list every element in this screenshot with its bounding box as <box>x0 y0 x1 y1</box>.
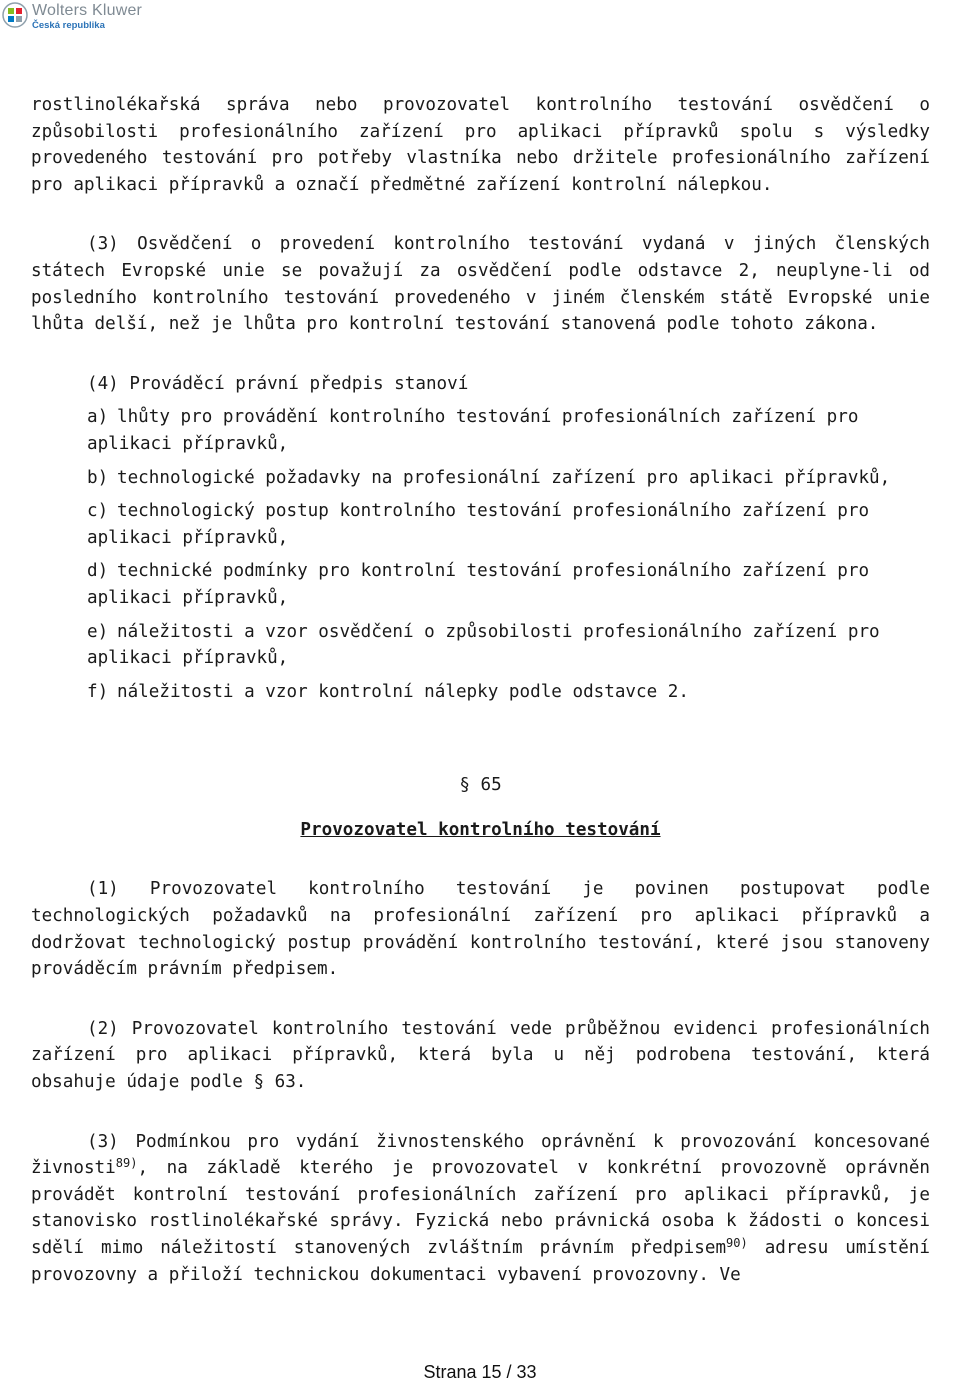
logo <box>2 2 142 31</box>
list-item-continuation: aplikaci přípravků, <box>87 433 289 454</box>
list-item-text: lhůty pro provádění kontrolního testování profesionálních zařízení pro <box>117 407 859 428</box>
list-item-label: a) <box>87 407 109 428</box>
list-item-text: technologický postup kontrolního testování profesionálního zařízení pro <box>117 501 870 522</box>
page-number: Strana 15 / 33 <box>423 1362 537 1382</box>
list-item-label: f) <box>87 681 109 702</box>
logo-subtitle: Česká republika <box>32 20 105 31</box>
list-item-continuation: aplikaci přípravků, <box>87 527 289 548</box>
list-item-text: náležitosti a vzor kontrolní nálepky podle odstavce 2. <box>117 681 689 702</box>
list-item <box>87 465 930 492</box>
paragraph-text: , na základě kterého je provozovatel v konkrétní provozovně oprávněn provádět kontrolní testování profesionálních zařízení pro aplikaci přípravků, je stanovisko rostlinolékařské správy. Fyzická nebo právnická osoba k žádosti o koncesi sdělí mimo náležitostí stanovených zvláštním právním předpisem <box>31 1158 930 1258</box>
section-paragraph-3 <box>31 1129 930 1289</box>
list-item <box>87 498 930 551</box>
provisions-list <box>31 404 930 705</box>
list-item-label: b) <box>87 467 109 488</box>
list-item-label: c) <box>87 501 109 522</box>
list-item-text: technické podmínky pro kontrolní testování profesionálního zařízení pro <box>117 561 870 582</box>
wolters-kluwer-logo-icon <box>2 2 28 28</box>
list-item-text: náležitosti a vzor osvědčení o způsobilosti profesionálního zařízení pro <box>117 621 880 642</box>
footnote-ref-89[interactable]: 89) <box>115 1156 138 1171</box>
list-item-label: e) <box>87 621 109 642</box>
list-item <box>87 619 930 672</box>
paragraph-text: adresu umístění provozovny a přiloží technickou dokumentaci vybavení provozovny. Ve <box>31 1238 930 1285</box>
paragraph-4: (4) Prováděcí právní předpis stanoví <box>87 373 469 394</box>
paragraph-text: (3) Podmínkou pro vydání živnostenského oprávnění k provozování koncesované živnosti <box>31 1131 930 1179</box>
section-paragraph-2: (2) Provozovatel kontrolního testování vede průběžnou evidenci profesionálních zařízení pro aplikaci přípravků, která byla u něj podrobena testování, která obsahuje údaje podle § 63. <box>31 1018 930 1093</box>
footnote-ref-90[interactable]: 90) <box>726 1236 748 1250</box>
section-paragraph-1: (1) Provozovatel kontrolního testování je povinen postupovat podle technologických požadavků na profesionální zařízení pro aplikaci přípravků a dodržovat technologický postup provádění kontrolního testování, které jsou stanoveny prováděcím právním předpisem. <box>31 879 930 980</box>
list-item-continuation: aplikaci přípravků, <box>87 587 289 608</box>
document-body <box>31 92 930 1288</box>
paragraph-continuation: rostlinolékařská správa nebo provozovatel kontrolního testování osvědčení o způsobilosti profesionálního zařízení pro aplikaci přípravků spolu s výsledky provedeného testování pro potřeby vlastníka nebo držitele profesionálního zařízení pro aplikaci přípravků a označí předmětné zařízení kontrolní nálepkou. <box>31 95 930 195</box>
logo-name: Wolters Kluwer <box>32 2 143 19</box>
paragraph-3: (3) Osvědčení o provedení kontrolního testování vydaná v jiných členských státech Evropské unie se považují za osvědčení podle odstavce 2, neuplyne-li od posledního kontrolního testování provedeného v jiném členském státě Evropské unie lhůta delší, než je lhůta pro kontrolní testování stanovená podle tohoto zákona. <box>31 234 930 335</box>
list-item <box>87 404 930 457</box>
section-title: Provozovatel kontrolního testování <box>300 819 661 840</box>
section-number: § 65 <box>459 775 502 796</box>
list-item <box>87 558 930 611</box>
list-item <box>87 679 930 706</box>
list-item-label: d) <box>87 561 109 582</box>
list-item-text: technologické požadavky na profesionální zařízení pro aplikaci přípravků, <box>117 467 891 488</box>
list-item-continuation: aplikaci přípravků, <box>87 648 289 669</box>
